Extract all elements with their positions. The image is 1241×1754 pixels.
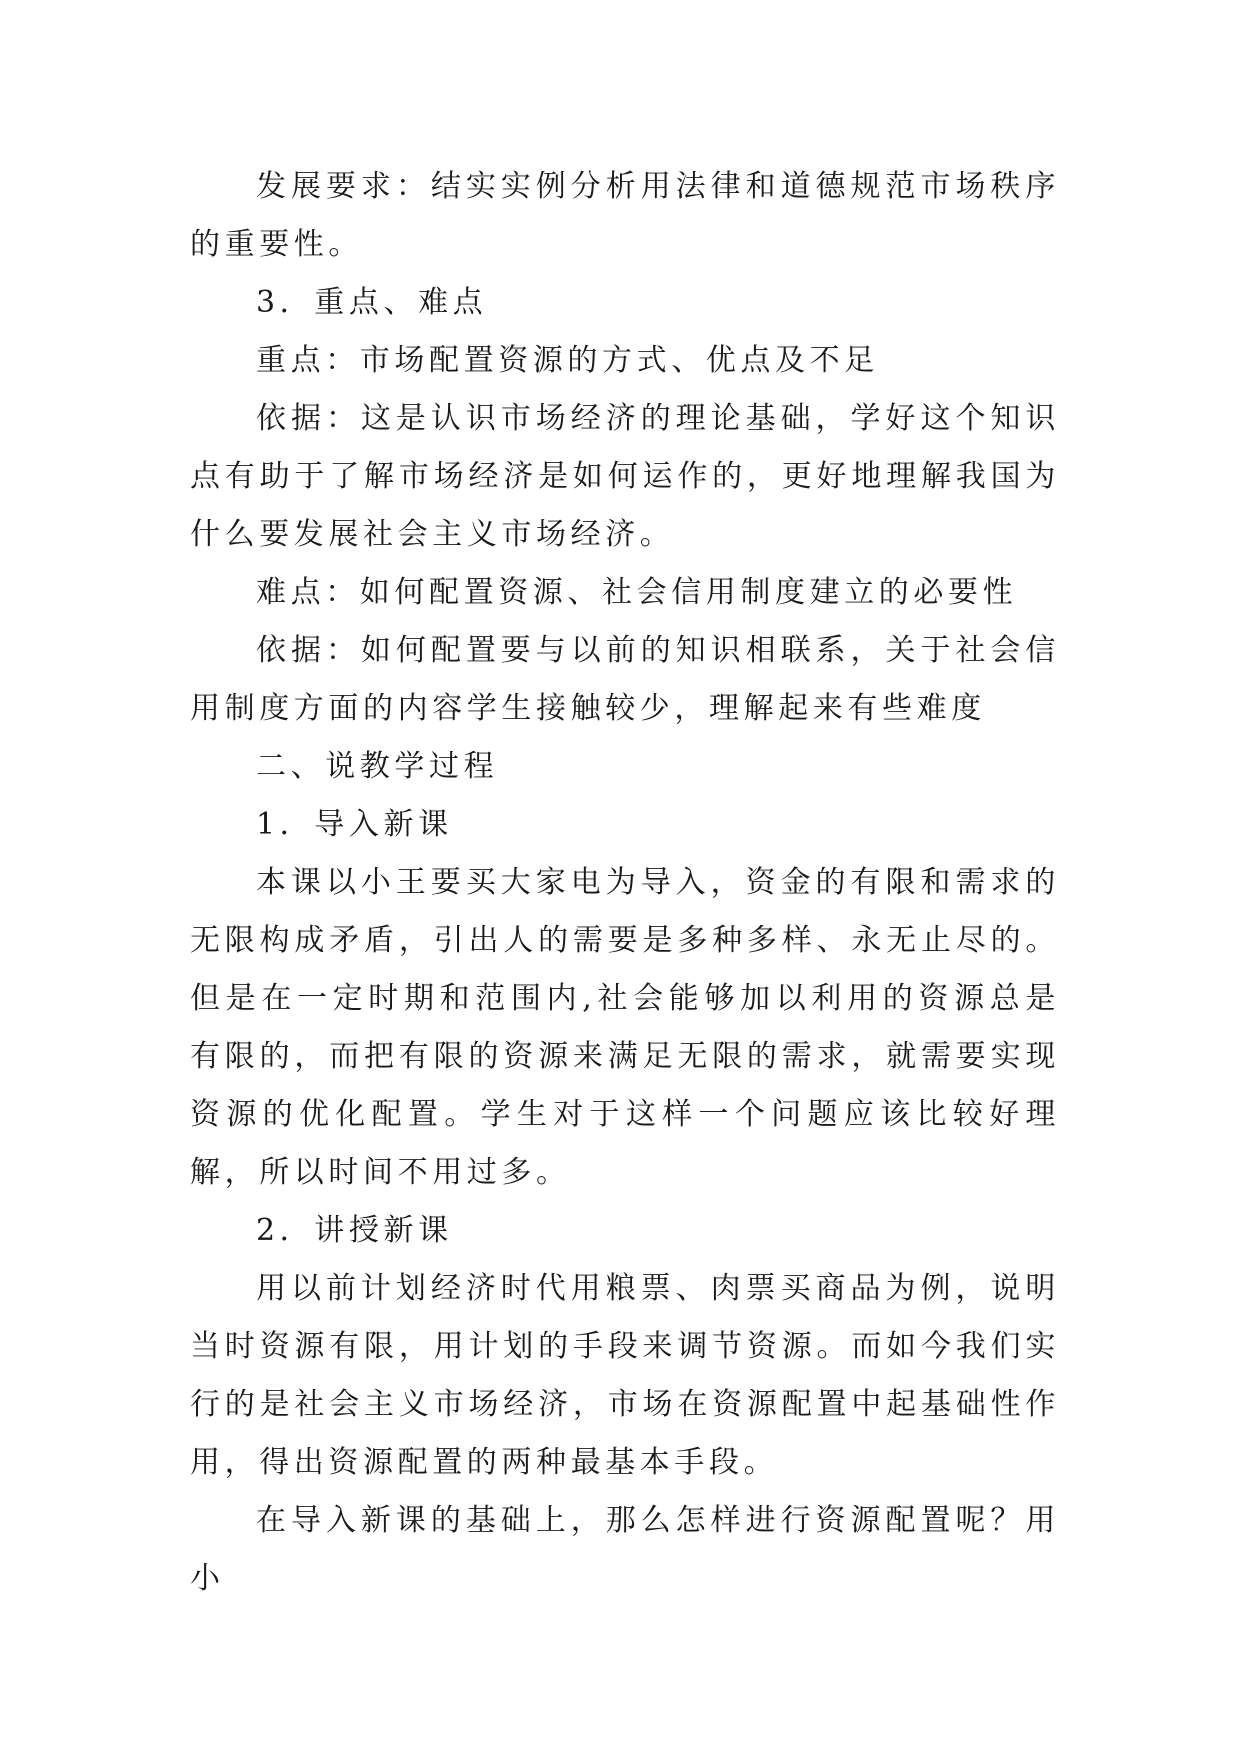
paragraph-development-requirement: 发展要求：结实实例分析用法律和道德规范市场秩序的重要性。: [190, 169, 1060, 262]
paragraph-introduction: 本课以小王要买大家电为导入，资金的有限和需求的无限构成矛盾，引出人的需要是多种多样、永无止尽的。但是在一定时期和范围内,社会能够加以利用的资源总是有限的，而把有限的资源来满足无限的需求，就需要实现资源的优化配置。学生对于这样一个问题应该比较好理解，所以时间不用过多。: [190, 865, 1060, 1190]
heading-teaching-process: 二、说教学过程: [256, 749, 499, 784]
heading-teach-lesson: 2．讲授新课: [256, 1213, 453, 1248]
paragraph-planned-economy-example: 用以前计划经济时代用粮票、肉票买商品为例，说明当时资源有限，用计划的手段来调节资源。而如今我们实行的是社会主义市场经济，市场在资源配置中起基础性作用，得出资源配置的两种最基本手段。: [190, 1271, 1060, 1480]
heading-key-points-difficulties: 3．重点、难点: [256, 285, 488, 320]
heading-introduce-lesson: 1．导入新课: [256, 807, 453, 842]
paragraph-resource-allocation-question: 在导入新课的基础上，那么怎样进行资源配置呢？用小: [190, 1503, 1060, 1596]
paragraph-key-point-basis: 依据：这是认识市场经济的理论基础，学好这个知识点有助于了解市场经济是如何运作的，更好地理解我国为什么要发展社会主义市场经济。: [190, 401, 1060, 552]
document-body: [190, 158, 1060, 1608]
paragraph-key-point: 重点：市场配置资源的方式、优点及不足: [256, 343, 879, 378]
paragraph-difficulty: 难点：如何配置资源、社会信用制度建立的必要性: [256, 575, 1018, 610]
paragraph-difficulty-basis: 依据：如何配置要与以前的知识相联系，关于社会信用制度方面的内容学生接触较少，理解起来有些难度: [190, 633, 1060, 726]
